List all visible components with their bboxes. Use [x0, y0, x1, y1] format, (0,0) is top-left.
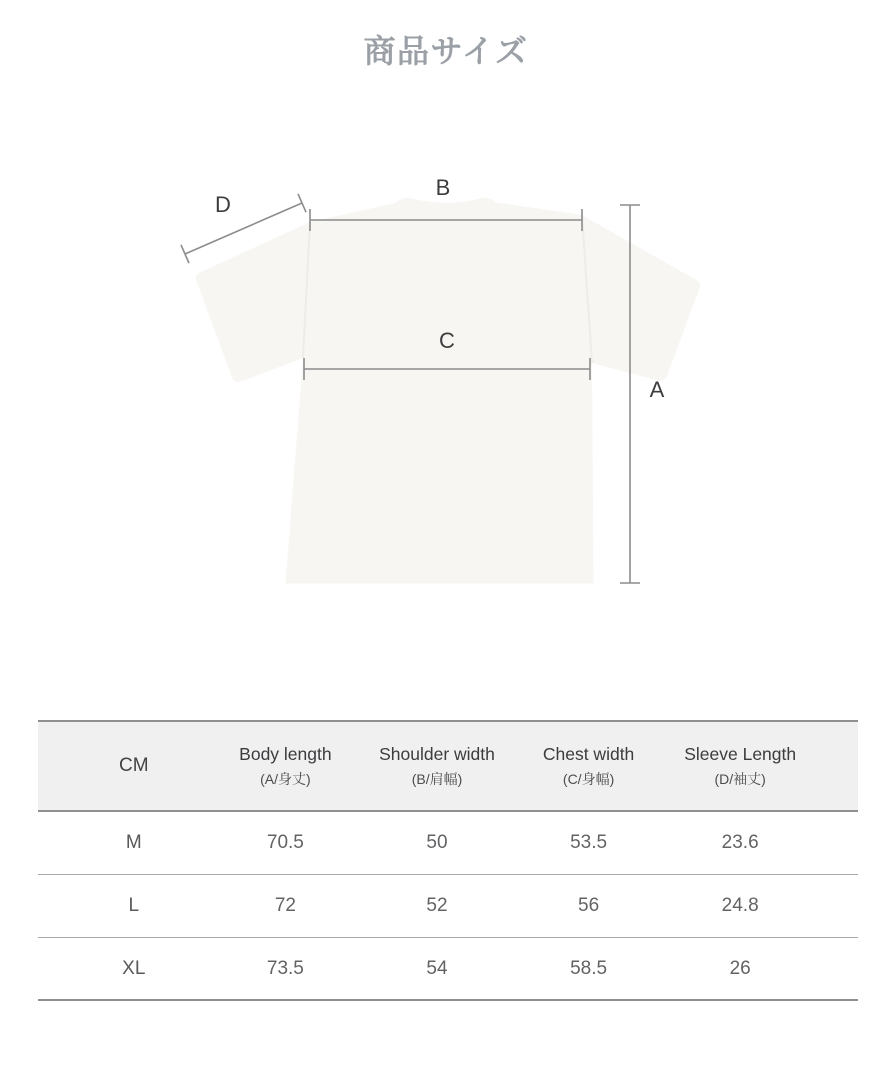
size-label: L — [128, 895, 140, 916]
table-row-xl — [38, 938, 858, 1001]
label-sleeve-length: D — [215, 192, 231, 217]
header-chest-width: Chest width (C/身幅) — [542, 744, 635, 787]
page-title: 商品サイズ — [363, 33, 529, 69]
header-unit — [58, 755, 210, 777]
label-chest-width: C — [439, 328, 455, 353]
header-body-length: Body length (A/身丈) — [239, 744, 332, 787]
value-chest-width: 56 — [578, 895, 600, 916]
size-table-header-row — [38, 720, 858, 812]
value-shoulder-width: 50 — [426, 832, 448, 853]
size-label: XL — [122, 957, 146, 979]
size-label: M — [125, 832, 142, 853]
value-body-length: 70.5 — [266, 832, 304, 853]
value-shoulder-width: 52 — [426, 895, 448, 916]
header-unit-label: CM — [119, 755, 149, 776]
value-sleeve-length: 23.6 — [721, 832, 759, 853]
label-shoulder-width: B — [435, 175, 451, 200]
header-sleeve-length: Sleeve Length (D/袖丈) — [684, 744, 797, 787]
table-row-m — [38, 812, 858, 875]
value-body-length: 72 — [274, 895, 296, 916]
value-shoulder-width: 54 — [426, 957, 448, 979]
value-chest-width: 53.5 — [570, 832, 608, 853]
value-body-length: 73.5 — [266, 957, 304, 979]
header-shoulder-width: Shoulder width (B/肩幅) — [379, 744, 495, 787]
label-body-length: A — [649, 377, 665, 402]
tshirt-illustration — [196, 198, 700, 584]
size-table — [38, 720, 858, 1001]
value-sleeve-length: 26 — [729, 957, 751, 979]
value-chest-width: 58.5 — [570, 957, 608, 979]
value-sleeve-length: 24.8 — [721, 895, 759, 916]
table-row-l — [38, 875, 858, 938]
